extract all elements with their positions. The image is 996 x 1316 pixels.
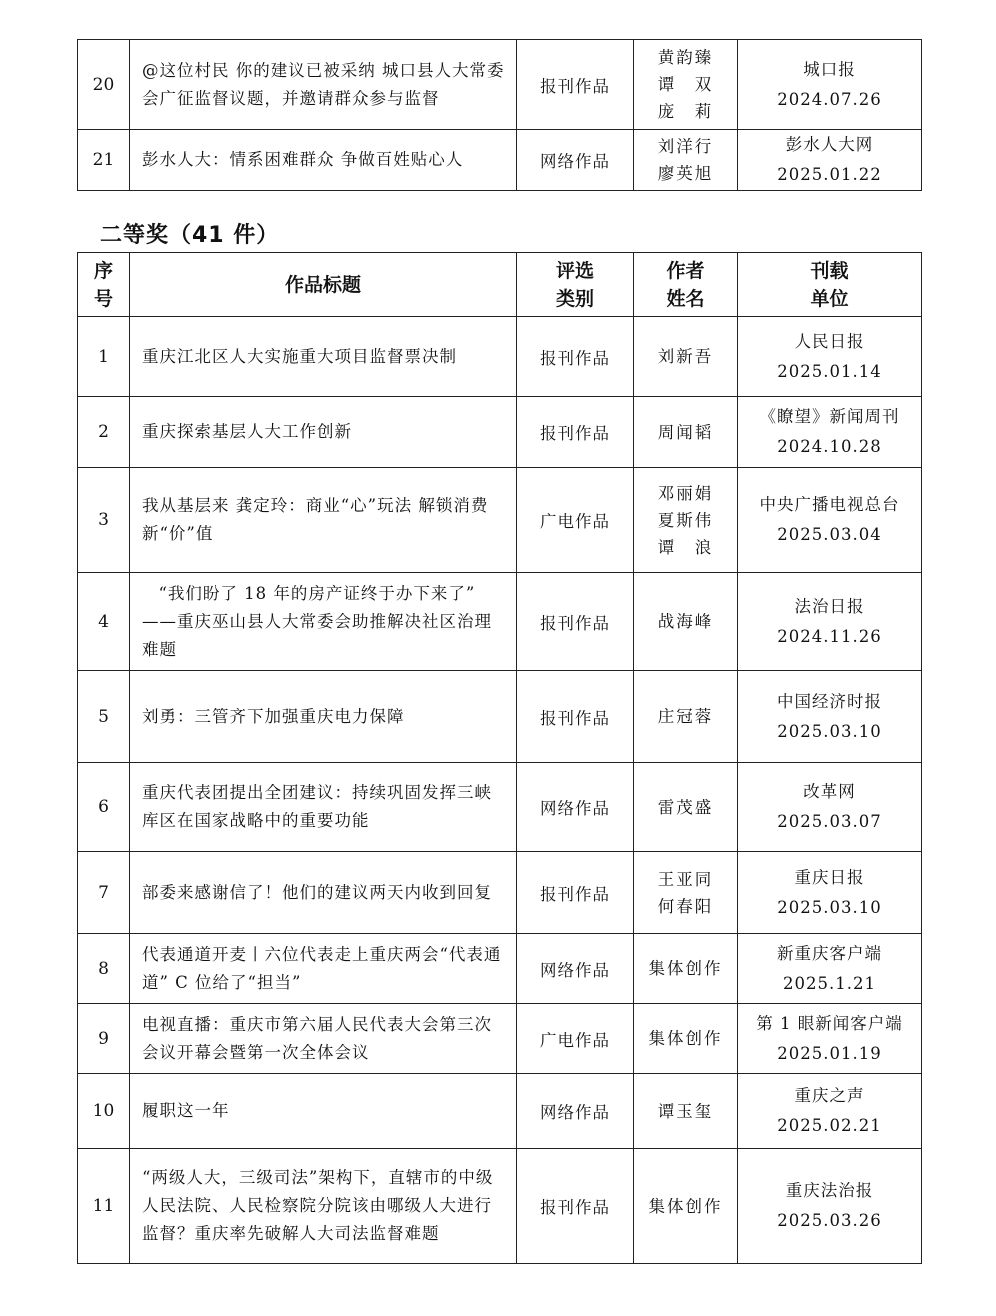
row-publisher: 法治日报 — [794, 596, 865, 616]
table-row — [78, 1149, 922, 1264]
row-title-line: “两级人大，三级司法”架构下，直辖市的中级人民法院、人民检察院分院该由哪级人大进行监督？重庆率先破解人大司法监督难题 — [142, 1168, 494, 1243]
row-date: 2025.03.07 — [777, 812, 882, 831]
row-publisher: 重庆法治报 — [785, 1181, 874, 1200]
row-title-line: 重庆探索基层人大工作创新 — [142, 422, 352, 441]
row-title — [130, 1074, 517, 1149]
row-date: 2025.03.10 — [777, 721, 882, 741]
row-authors — [634, 1004, 738, 1074]
row-seq: 6 — [78, 763, 130, 852]
row-category: 网络作品 — [517, 934, 634, 1004]
table-row — [78, 468, 922, 573]
table-row — [78, 397, 922, 468]
row-authors — [634, 763, 738, 852]
row-authors — [634, 317, 738, 397]
row-author: 刘新吾 — [657, 347, 714, 366]
row-author: 庄冠蓉 — [657, 707, 714, 726]
row-title — [130, 468, 517, 573]
header-category: 评选 类别 — [517, 253, 634, 317]
row-seq: 3 — [78, 468, 130, 573]
row-title — [130, 1149, 517, 1264]
row-date: 2025.03.26 — [777, 1211, 882, 1230]
header-author: 作者 姓名 — [634, 253, 738, 317]
row-category: 报刊作品 — [517, 671, 634, 763]
row-date: 2024.11.26 — [777, 626, 882, 646]
row-title-line: 我从基层来 龚定玲：商业“心”玩法 解锁消费新“价”值 — [142, 496, 489, 543]
row-authors — [634, 468, 738, 573]
row-author: 黄韵臻 — [657, 48, 714, 67]
row-title — [130, 763, 517, 852]
row-authors — [634, 1074, 738, 1149]
row-publisher: 新重庆客户端 — [777, 943, 882, 963]
row-author: 战海峰 — [657, 612, 714, 631]
row-category: 报刊作品 — [517, 40, 634, 130]
row-title — [130, 573, 517, 671]
row-publisher-cell — [738, 852, 922, 934]
row-title-line: 重庆江北区人大实施重大项目监督票决制 — [142, 346, 457, 366]
header-seq: 序 号 — [78, 253, 130, 317]
row-seq: 5 — [78, 671, 130, 763]
row-category: 网络作品 — [517, 1074, 634, 1149]
row-date: 2025.01.14 — [777, 361, 882, 381]
row-author: 谭 双 — [657, 75, 714, 94]
award-table-second-prize — [77, 252, 922, 1264]
row-authors — [634, 397, 738, 468]
row-title-line: 电视直播：重庆市第六届人民代表大会第三次会议开幕会暨第一次全体会议 — [142, 1014, 492, 1062]
row-author: 集体创作 — [648, 1029, 723, 1048]
row-seq: 4 — [78, 573, 130, 671]
row-authors — [634, 573, 738, 671]
row-publisher: 《瞭望》新闻周刊 — [759, 407, 900, 426]
header-title: 作品标题 — [130, 253, 517, 317]
table-row — [78, 317, 922, 397]
row-publisher-cell — [738, 934, 922, 1004]
table-row — [78, 573, 922, 671]
row-author: 集体创作 — [648, 959, 723, 978]
table-row — [78, 130, 922, 191]
row-publisher-cell — [738, 1149, 922, 1264]
row-publisher-cell — [738, 671, 922, 763]
row-author: 雷茂盛 — [657, 797, 714, 817]
row-author: 谭玉玺 — [657, 1101, 714, 1121]
row-publisher: 中国经济时报 — [777, 691, 882, 711]
row-date: 2025.03.04 — [777, 525, 882, 544]
row-title-line: 刘勇：三管齐下加强重庆电力保障 — [142, 706, 405, 726]
row-publisher-cell — [738, 130, 922, 191]
row-title-line: 履职这一年 — [142, 1101, 230, 1120]
row-date: 2024.10.28 — [777, 437, 882, 456]
row-publisher-cell — [738, 1074, 922, 1149]
row-publisher-cell — [738, 397, 922, 468]
row-publisher-cell — [738, 40, 922, 130]
row-publisher-cell — [738, 468, 922, 573]
row-category: 网络作品 — [517, 130, 634, 191]
row-seq: 2 — [78, 397, 130, 468]
table-row — [78, 1004, 922, 1074]
row-author: 刘洋行 — [657, 137, 714, 156]
row-seq: 20 — [78, 40, 130, 130]
row-publisher: 城口报 — [803, 59, 856, 79]
row-author: 廖英旭 — [657, 164, 714, 183]
row-seq: 11 — [78, 1149, 130, 1264]
row-seq: 8 — [78, 934, 130, 1004]
row-category: 报刊作品 — [517, 397, 634, 468]
row-publisher: 中央广播电视总台 — [759, 495, 900, 514]
row-publisher-cell — [738, 317, 922, 397]
row-title-line: “我们盼了 18 年的房产证终于办下来了” — [158, 583, 476, 603]
row-title-line: 代表通道开麦丨六位代表走上重庆两会“代表通道” C 位给了“担当” — [142, 944, 502, 992]
row-author: 周闻韬 — [657, 422, 714, 442]
row-authors — [634, 130, 738, 191]
row-title-line: @这位村民 你的建议已被采纳 城口县人大常委会广征监督议题，并邀请群众参与监督 — [142, 60, 505, 108]
row-authors — [634, 671, 738, 763]
row-title-line: 重庆代表团提出全团建议：持续巩固发挥三峡库区在国家战略中的重要功能 — [142, 783, 492, 830]
row-category: 广电作品 — [517, 468, 634, 573]
row-category: 报刊作品 — [517, 852, 634, 934]
row-title-line: 彭水人大：情系困难群众 争做百姓贴心人 — [142, 150, 464, 169]
row-category: 报刊作品 — [517, 573, 634, 671]
row-publisher: 第 1 眼新闻客户端 — [756, 1013, 903, 1033]
row-title — [130, 671, 517, 763]
row-date: 2025.1.21 — [783, 973, 876, 993]
row-title — [130, 397, 517, 468]
row-authors — [634, 852, 738, 934]
row-title — [130, 40, 517, 130]
row-seq: 1 — [78, 317, 130, 397]
table-row — [78, 763, 922, 852]
row-author: 何春阳 — [657, 896, 714, 916]
row-publisher: 彭水人大网 — [785, 135, 874, 154]
table-row — [78, 671, 922, 763]
row-authors — [634, 40, 738, 130]
row-author: 谭 浪 — [657, 537, 714, 557]
table-row — [78, 40, 922, 130]
row-date: 2024.07.26 — [777, 89, 882, 109]
row-title — [130, 852, 517, 934]
row-date: 2025.03.10 — [777, 897, 882, 917]
row-title — [130, 130, 517, 191]
row-author: 庞 莉 — [657, 102, 714, 121]
row-category: 报刊作品 — [517, 317, 634, 397]
row-title — [130, 317, 517, 397]
row-publisher-cell — [738, 1004, 922, 1074]
row-author: 夏斯伟 — [657, 510, 714, 530]
row-publisher-cell — [738, 573, 922, 671]
row-seq: 9 — [78, 1004, 130, 1074]
row-authors — [634, 1149, 738, 1264]
award-table-continued — [77, 39, 922, 191]
table-header-row — [78, 253, 922, 317]
row-title-line: ——重庆巫山县人大常委会助推解决社区治理难题 — [142, 611, 492, 659]
row-publisher: 改革网 — [803, 782, 856, 801]
row-authors — [634, 934, 738, 1004]
row-seq: 21 — [78, 130, 130, 191]
row-author: 邓丽娟 — [657, 483, 714, 503]
table-row — [78, 934, 922, 1004]
row-date: 2025.01.19 — [777, 1043, 882, 1063]
table-row — [78, 1074, 922, 1149]
section-heading-second-prize: 二等奖（41 件） — [100, 223, 280, 248]
row-publisher: 重庆之声 — [794, 1086, 865, 1105]
row-title — [130, 1004, 517, 1074]
row-publisher: 重庆日报 — [794, 867, 865, 887]
row-title — [130, 934, 517, 1004]
row-publisher: 人民日报 — [794, 331, 865, 351]
header-publisher: 刊载 单位 — [738, 253, 922, 317]
row-date: 2025.02.21 — [777, 1116, 882, 1135]
row-date: 2025.01.22 — [777, 165, 882, 184]
row-title-line: 部委来感谢信了！他们的建议两天内收到回复 — [142, 882, 492, 902]
row-category: 广电作品 — [517, 1004, 634, 1074]
table-row — [78, 852, 922, 934]
row-publisher-cell — [738, 763, 922, 852]
row-author: 集体创作 — [648, 1196, 723, 1216]
row-seq: 10 — [78, 1074, 130, 1149]
row-author: 王亚同 — [657, 869, 714, 889]
row-category: 网络作品 — [517, 763, 634, 852]
row-category: 报刊作品 — [517, 1149, 634, 1264]
row-seq: 7 — [78, 852, 130, 934]
